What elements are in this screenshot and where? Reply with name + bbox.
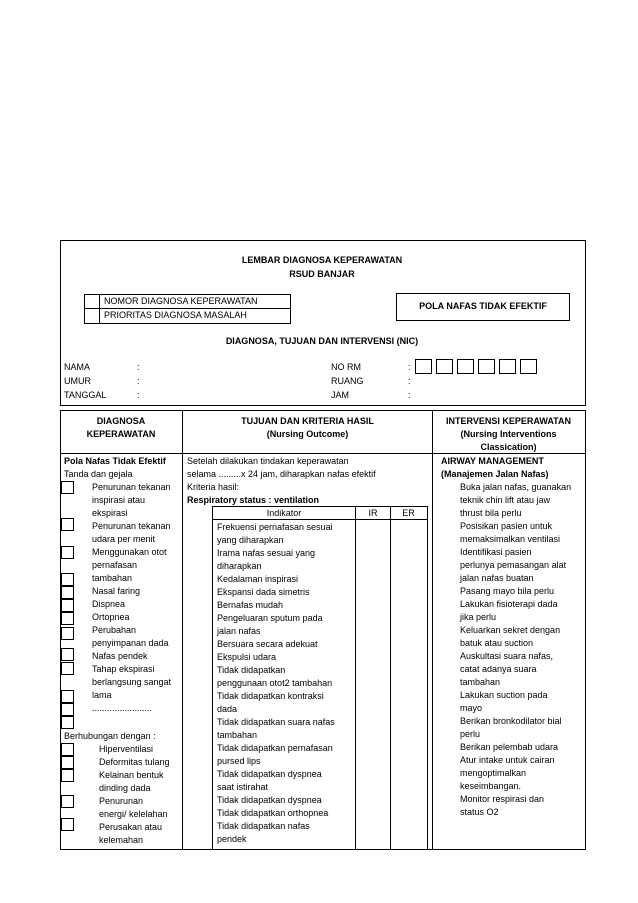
symptom-checkbox[interactable] bbox=[61, 703, 74, 716]
symptom-checkbox[interactable] bbox=[61, 518, 74, 531]
no-rm-digit-box[interactable] bbox=[457, 359, 474, 374]
no-rm-digit-box[interactable] bbox=[520, 359, 537, 374]
colon: : bbox=[408, 390, 411, 400]
no-rm-label: NO RM bbox=[331, 362, 361, 372]
indikator-header: Indikator bbox=[266, 508, 302, 518]
ruang-label: RUANG bbox=[331, 376, 364, 386]
indikator-list: Frekuensi pernafasan sesuai yang diharapkan Irama nafas sesuai yang diharapkan Kedalaman inspirasi Ekspansi dada simetris Bernafas mudah Pengeluaran sputum pada jalan nafas Bersuara secara adekuat Ekspulsi udara Tidak didapatkan penggunaan otot2 tambahan Tidak didapatkan kontraksi dada Tidak didapatkan suara nafas tambahan Tidak didapatkan pernafasan pursed lips Tidak didapatkan dyspnea saat istirahat Tidak didapatkan dyspnea Tidak didapatkan orthopnea Tidak didapatkan nafas pendek bbox=[217, 522, 335, 844]
intervensi-title: AIRWAY MANAGEMENT bbox=[441, 456, 544, 466]
symptom-checkbox[interactable] bbox=[61, 612, 74, 625]
cause-checkbox[interactable] bbox=[61, 756, 74, 769]
nama-label: NAMA bbox=[64, 362, 91, 372]
cause-checkbox[interactable] bbox=[61, 818, 74, 831]
form-title: LEMBAR DIAGNOSA KEPERAWATAN bbox=[241, 255, 403, 265]
symptom-checkbox[interactable] bbox=[61, 716, 74, 729]
hospital-name: RSUD BANJAR bbox=[289, 269, 355, 279]
tanda-label: Tanda dan gejala bbox=[64, 469, 133, 479]
colon: : bbox=[137, 376, 140, 386]
diagnosa-title: Pola Nafas Tidak Efektif bbox=[64, 456, 166, 466]
er-header: ER bbox=[402, 508, 415, 518]
cause-checkbox[interactable] bbox=[61, 769, 74, 782]
colon: : bbox=[137, 390, 140, 400]
cause-checkbox[interactable] bbox=[61, 795, 74, 808]
nomor-label: NOMOR DIAGNOSA KEPERAWATAN bbox=[104, 296, 258, 306]
umur-label: UMUR bbox=[64, 376, 91, 386]
cause-list: Hiperventilasi Deformitas tulang Kelainan bentuk dinding dada Penurunan energi/ kelelahan Perusakan atau kelemahan bbox=[99, 744, 170, 845]
symptom-checkbox[interactable] bbox=[61, 573, 74, 586]
symptom-checkbox[interactable] bbox=[61, 481, 74, 494]
intervensi-subtitle: (Manajemen Jalan Nafas) bbox=[441, 469, 549, 479]
ir-header: IR bbox=[368, 508, 378, 518]
header-tujuan: TUJUAN DAN KRITERIA HASIL (Nursing Outcome) bbox=[241, 416, 374, 439]
symptom-checkbox[interactable] bbox=[61, 627, 74, 640]
symptom-checkbox[interactable] bbox=[61, 690, 74, 703]
symptom-checkbox[interactable] bbox=[61, 599, 74, 612]
colon: : bbox=[137, 362, 140, 372]
tujuan-intro: Setelah dilakukan tindakan keperawatan selama .........x 24 jam, diharapkan nafas efektif Kriteria hasil: bbox=[187, 456, 376, 492]
section-title: DIAGNOSA, TUJUAN DAN INTERVENSI (NIC) bbox=[225, 336, 419, 346]
symptom-checkbox[interactable] bbox=[61, 648, 74, 661]
berhubungan-label: Berhubungan dengan : bbox=[64, 731, 156, 741]
no-rm-digit-box[interactable] bbox=[415, 359, 432, 374]
tanggal-label: TANGGAL bbox=[64, 390, 107, 400]
symptom-checkbox[interactable] bbox=[61, 662, 74, 675]
symptom-list: Penurunan tekanan inspirasi atau ekspirasi Penurunan tekanan udara per menit Menggunakan otot pernafasan tambahan Nasal faring Dispnea Ortopnea Perubahan penyimpanan dada Nafas pendek Tahap ekspirasi berlangsung sangat lama ........................ bbox=[92, 482, 172, 713]
colon: : bbox=[408, 376, 411, 386]
intervensi-list: Buka jalan nafas, guanakan teknik chin lift atau jaw thrust bila perlu Posisikan pasien untuk memaksimalkan ventilasi Identifikasi pasien perlunya pemasangan alat jalan nafas buatan Pasang mayo bila perlu Lakukan fisioterapi dada jika perlu Keluarkan sekret dengan batuk atau suction Auskultasi suara nafas, catat adanya suara tambahan Lakukan suction pada mayo Berikan bronkodilator bial perlu Berikan pelembab udara Atur intake untuk cairan mengoptimalkan keseimbangan. Monitor respirasi dan status O2 bbox=[460, 482, 572, 817]
header-intervensi: INTERVENSI KEPERAWATAN (Nursing Interventions Classication) bbox=[445, 416, 571, 452]
jam-label: JAM bbox=[331, 390, 349, 400]
symptom-checkbox[interactable] bbox=[61, 586, 74, 599]
no-rm-digit-box[interactable] bbox=[478, 359, 495, 374]
cause-checkbox[interactable] bbox=[61, 743, 74, 756]
no-rm-digit-box[interactable] bbox=[499, 359, 516, 374]
colon: : bbox=[408, 362, 411, 372]
no-rm-digit-box[interactable] bbox=[436, 359, 453, 374]
respiratory-status: Respiratory status : ventilation bbox=[187, 495, 320, 505]
prioritas-label: PRIORITAS DIAGNOSA MASALAH bbox=[104, 310, 247, 320]
header-diagnosa: DIAGNOSA KEPERAWATAN bbox=[86, 416, 156, 439]
diagnosis-title: POLA NAFAS TIDAK EFEKTIF bbox=[419, 301, 547, 311]
symptom-checkbox[interactable] bbox=[61, 546, 74, 559]
